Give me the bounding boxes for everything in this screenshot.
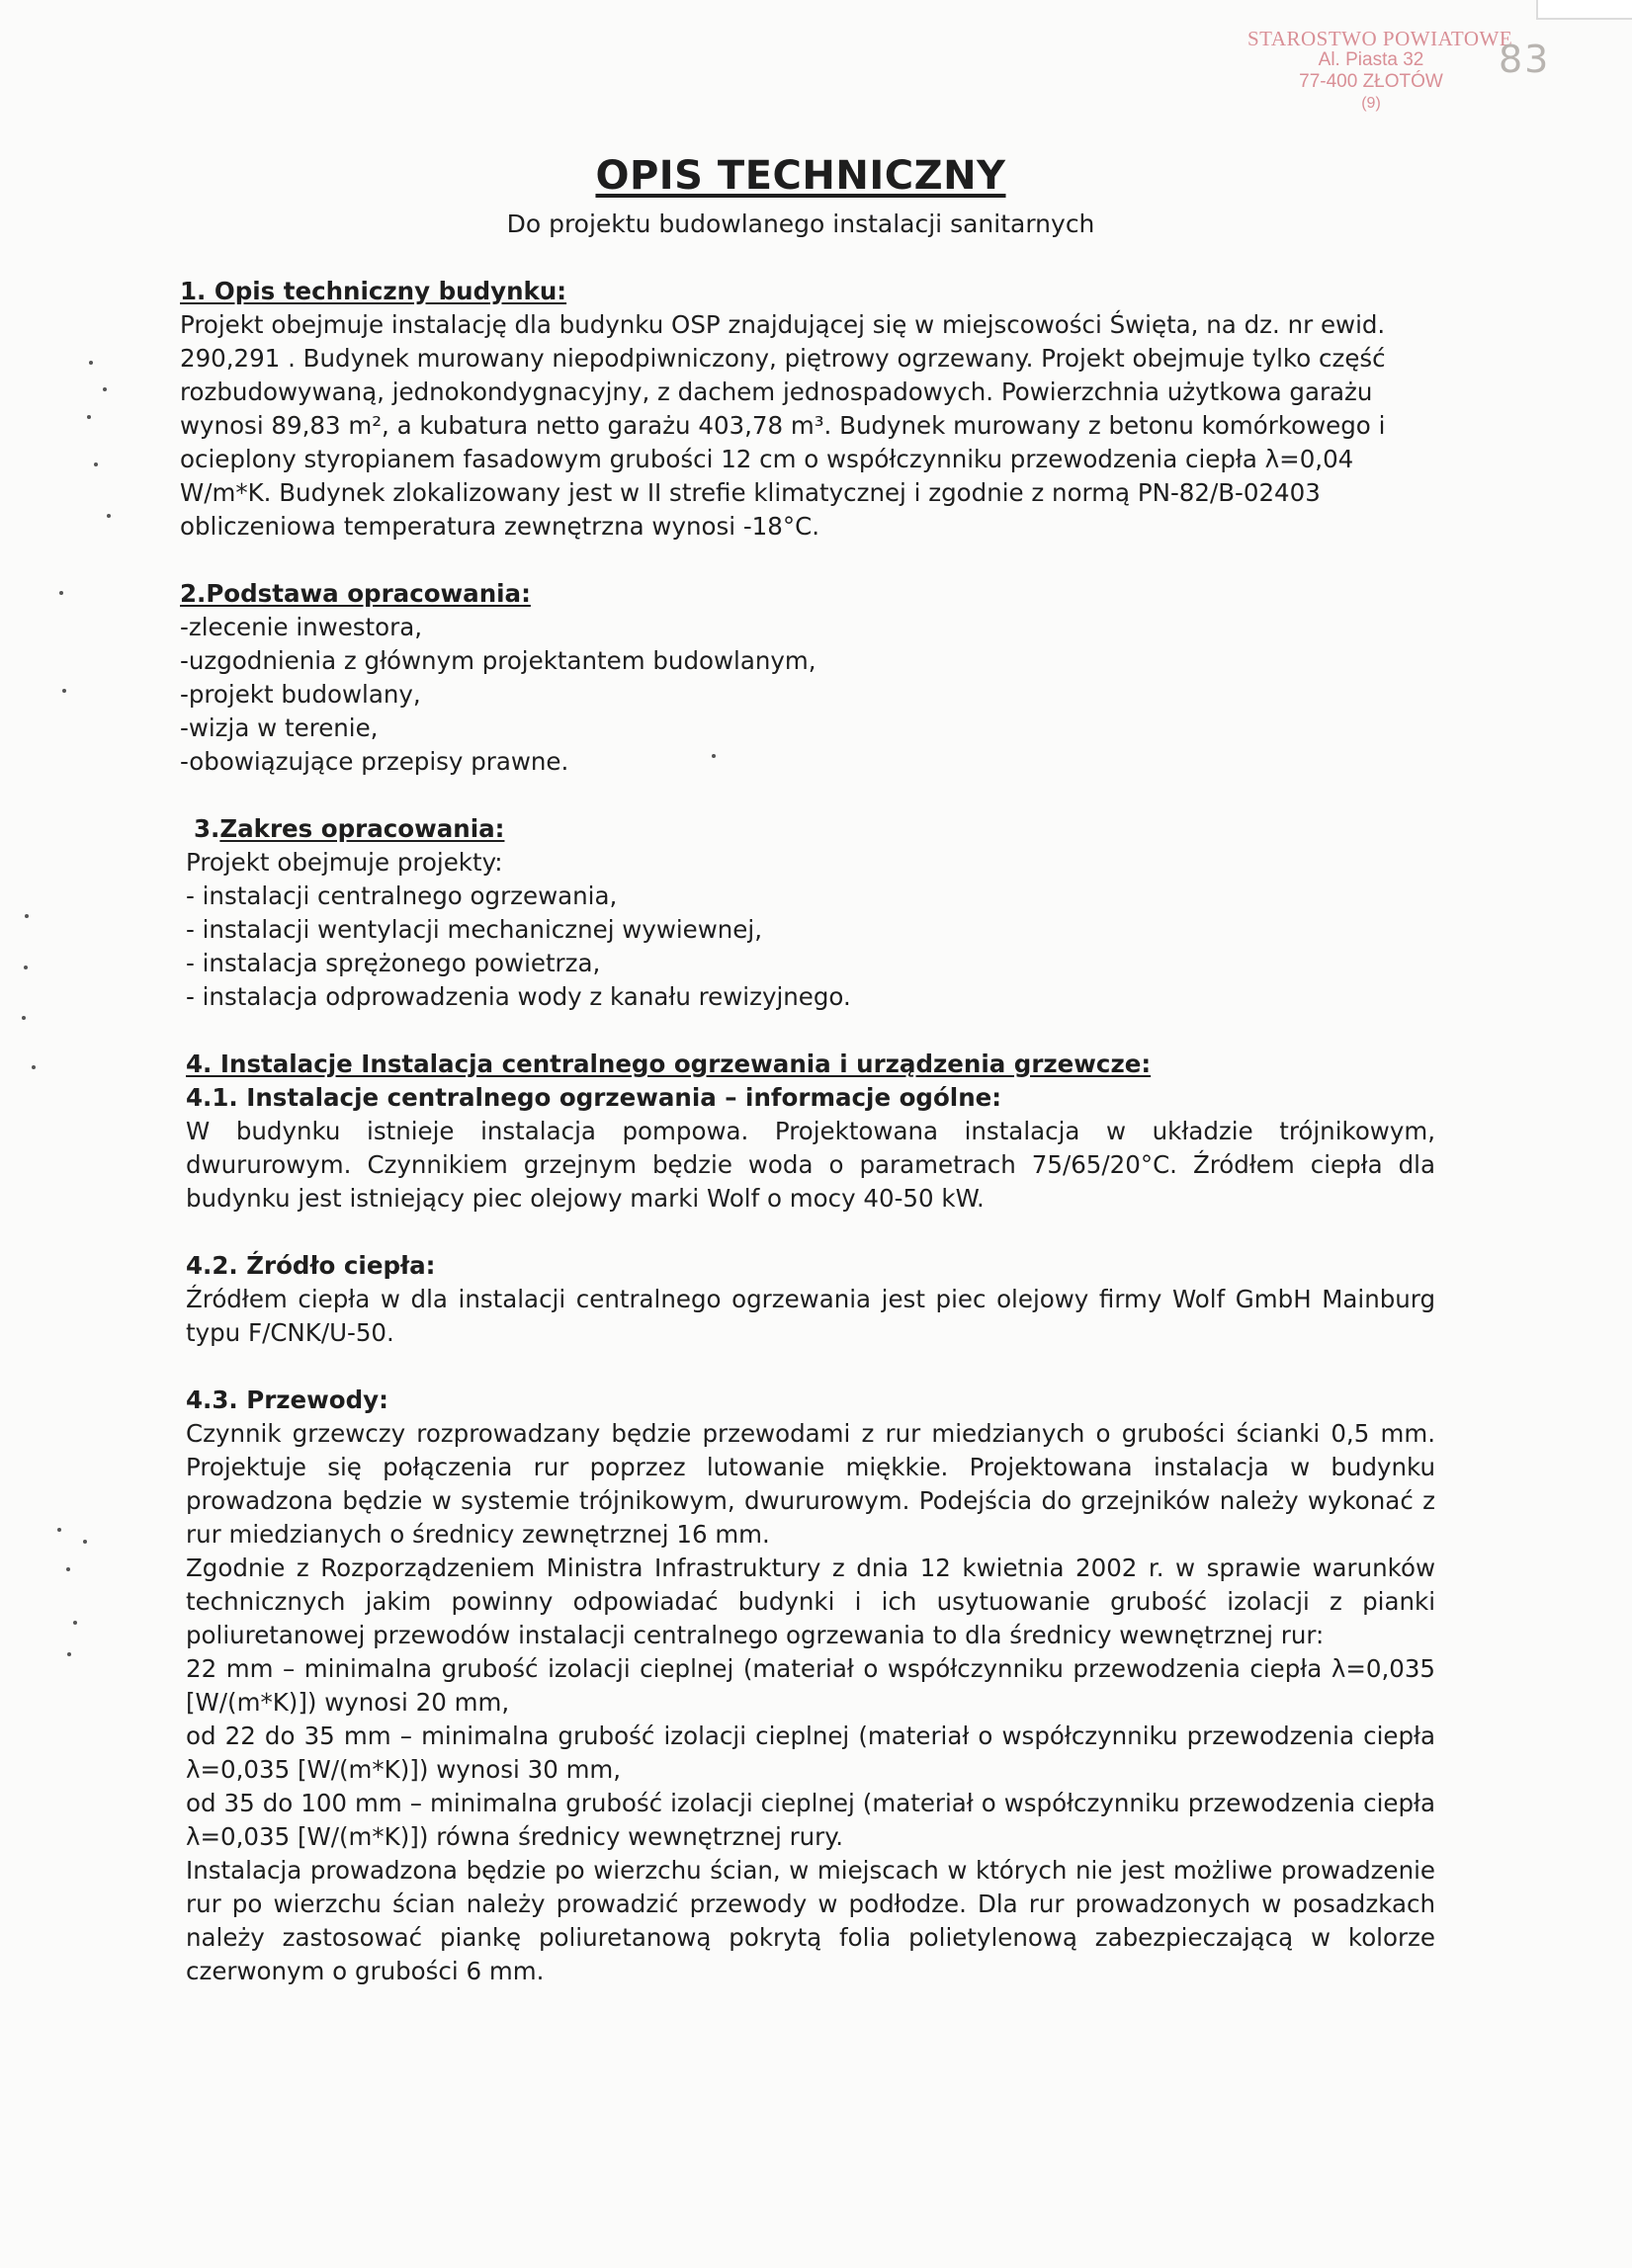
- document-title: OPIS TECHNICZNY: [595, 153, 1006, 199]
- document-body: [180, 275, 1435, 2022]
- scan-speck: [94, 462, 98, 466]
- section-3: [180, 812, 1435, 1014]
- scan-speck: [57, 1528, 61, 1532]
- section-3-heading: Zakres opracowania:: [219, 814, 505, 843]
- section-2: [180, 577, 1435, 779]
- section-4-3-paragraph-4: od 22 do 35 mm – minimalna grubość izolacji cieplnej (materiał o współczynniku przewodzenia ciepła λ=0,035 [W/(m*K)]) wynosi 30 mm,: [186, 1722, 1435, 1784]
- section-3-number: 3.: [194, 814, 220, 843]
- section-4-3-paragraph-5: od 35 do 100 mm – minimalna grubość izolacji cieplnej (materiał o współczynniku przewodzenia ciepła λ=0,035 [W/(m*K)]) równa średnicy wewnętrznej rury.: [186, 1789, 1435, 1851]
- section-4-3-paragraph-1: Czynnik grzewczy rozprowadzany będzie przewodami z rur miedzianych o grubości ścianki 0,5 mm. Projektuje się połączenia rur poprzez lutowanie miękkie. Projektowana instalacja w budynku prowadzona będzie w systemie trójnikowym, dwururowym. Podejścia do grzejników należy wykonać z rur miedzianych o średnicy zewnętrznej 16 mm.: [186, 1419, 1435, 1549]
- section-4-3-heading: 4.3. Przewody:: [186, 1386, 388, 1414]
- document-subtitle: Do projektu budowlanego instalacji sanitarnych: [506, 210, 1095, 238]
- list-item: - instalacja sprężonego powietrza,: [186, 949, 601, 977]
- scan-speck: [25, 914, 29, 918]
- stamp-line-2: Al. Piasta 32: [1318, 49, 1424, 70]
- list-item: - instalacji centralnego ogrzewania,: [186, 882, 618, 910]
- stamp-line-4: (9): [1361, 95, 1381, 112]
- list-item: -obowiązujące przepisy prawne.: [180, 747, 569, 776]
- scan-speck: [22, 1016, 26, 1020]
- scan-speck: [89, 361, 93, 365]
- list-item: - instalacja odprowadzenia wody z kanału rewizyjnego.: [186, 982, 851, 1011]
- section-4-3-paragraph-2: Zgodnie z Rozporządzeniem Ministra Infrastruktury z dnia 12 kwietnia 2002 r. w sprawie warunków technicznych jakim powinny odpowiadać budynki i ich usytuowanie grubość izolacji z pianki poliuretanowej przewodów instalacji centralnego ogrzewania to dla średnicy wewnętrznej rur:: [186, 1554, 1435, 1649]
- scan-speck: [67, 1652, 71, 1656]
- scan-speck: [62, 689, 66, 693]
- list-item: - instalacji wentylacji mechanicznej wywiewnej,: [186, 915, 762, 944]
- list-item: -zlecenie inwestora,: [180, 613, 422, 641]
- list-item: -projekt budowlany,: [180, 680, 421, 709]
- section-4-1-heading: 4.1. Instalacje centralnego ogrzewania – informacje ogólne:: [186, 1083, 1002, 1112]
- office-stamp: [1247, 27, 1513, 115]
- page-corner: [1536, 0, 1632, 20]
- scan-speck: [107, 514, 111, 518]
- stamp-line-3: 77-400 ZŁOTÓW: [1299, 71, 1443, 92]
- section-4-1-text: W budynku istnieje instalacja pompowa. Projektowana instalacja w układzie trójnikowym, dwururowym. Czynnikiem grzejnym będzie woda o parametrach 75/65/20°C. Źródłem ciepła dla budynku jest istniejący piec olejowy marki Wolf o mocy 40-50 kW.: [186, 1117, 1435, 1213]
- section-4-2-heading: 4.2. Źródło ciepła:: [186, 1251, 436, 1280]
- section-1: [180, 275, 1435, 544]
- section-2-heading: 2.Podstawa opracowania:: [180, 579, 531, 608]
- section-1-heading: 1. Opis techniczny budynku:: [180, 277, 567, 305]
- page-number: 83: [1499, 38, 1551, 81]
- section-4-3-paragraph-3: 22 mm – minimalna grubość izolacji cieplnej (materiał o współczynniku przewodzenia ciepła λ=0,035 [W/(m*K)]) wynosi 20 mm,: [186, 1654, 1435, 1717]
- section-3-heading-line: [180, 812, 1435, 846]
- scan-speck: [87, 415, 91, 419]
- list-item: -wizja w terenie,: [180, 714, 379, 742]
- scan-speck: [103, 387, 107, 391]
- section-3-intro: Projekt obejmuje projekty:: [186, 848, 503, 877]
- scan-speck: [24, 966, 28, 969]
- list-item: -uzgodnienia z głównym projektantem budowlanym,: [180, 646, 816, 675]
- scan-speck: [73, 1621, 77, 1625]
- scan-speck: [712, 754, 716, 758]
- section-4-3-paragraph-6: Instalacja prowadzona będzie po wierzchu ścian, w miejscach w których nie jest możliwe prowadzenie rur po wierzchu ścian należy prowadzić przewody w podłodze. Dla rur prowadzonych w posadzkach należy zastosować piankę poliuretanową pokrytą folia polietylenową zabezpieczającą w kolorze czerwonym o grubości 6 mm.: [186, 1856, 1435, 1985]
- section-4-heading: 4. Instalacje Instalacja centralnego ogrzewania i urządzenia grzewcze:: [186, 1050, 1152, 1078]
- section-4: [180, 1048, 1435, 1988]
- section-4-2-text: Źródłem ciepła w dla instalacji centralnego ogrzewania jest piec olejowy firmy Wolf GmbH Mainburg typu F/CNK/U-50.: [186, 1285, 1435, 1347]
- section-1-text: Projekt obejmuje instalację dla budynku OSP znajdującej się w miejscowości Święta, na dz. nr ewid. 290,291 . Budynek murowany niepodpiwniczony, piętrowy ogrzewany. Projekt obejmuje tylko część rozbudowywaną, jednokondygnacyjny, z dachem jednospadowych. Powierzchnia użytkowa garażu wynosi 89,83 m², a kubatura netto garażu 403,78 m³. Budynek murowany z betonu komórkowego i ocieplony styropianem fasadowym grubości 12 cm o współczynniku przewodzenia ciepła λ=0,04 W/m*K. Budynek zlokalizowany jest w II strefie klimatycznej i zgodnie z normą PN-82/B-02403 obliczeniowa temperatura zewnętrzna wynosi -18°C.: [180, 310, 1386, 541]
- stamp-line-1: STAROSTWO POWIATOWE: [1247, 27, 1513, 50]
- scan-speck: [32, 1065, 36, 1069]
- scan-speck: [83, 1540, 87, 1544]
- scan-speck: [59, 591, 63, 595]
- scan-speck: [66, 1567, 70, 1571]
